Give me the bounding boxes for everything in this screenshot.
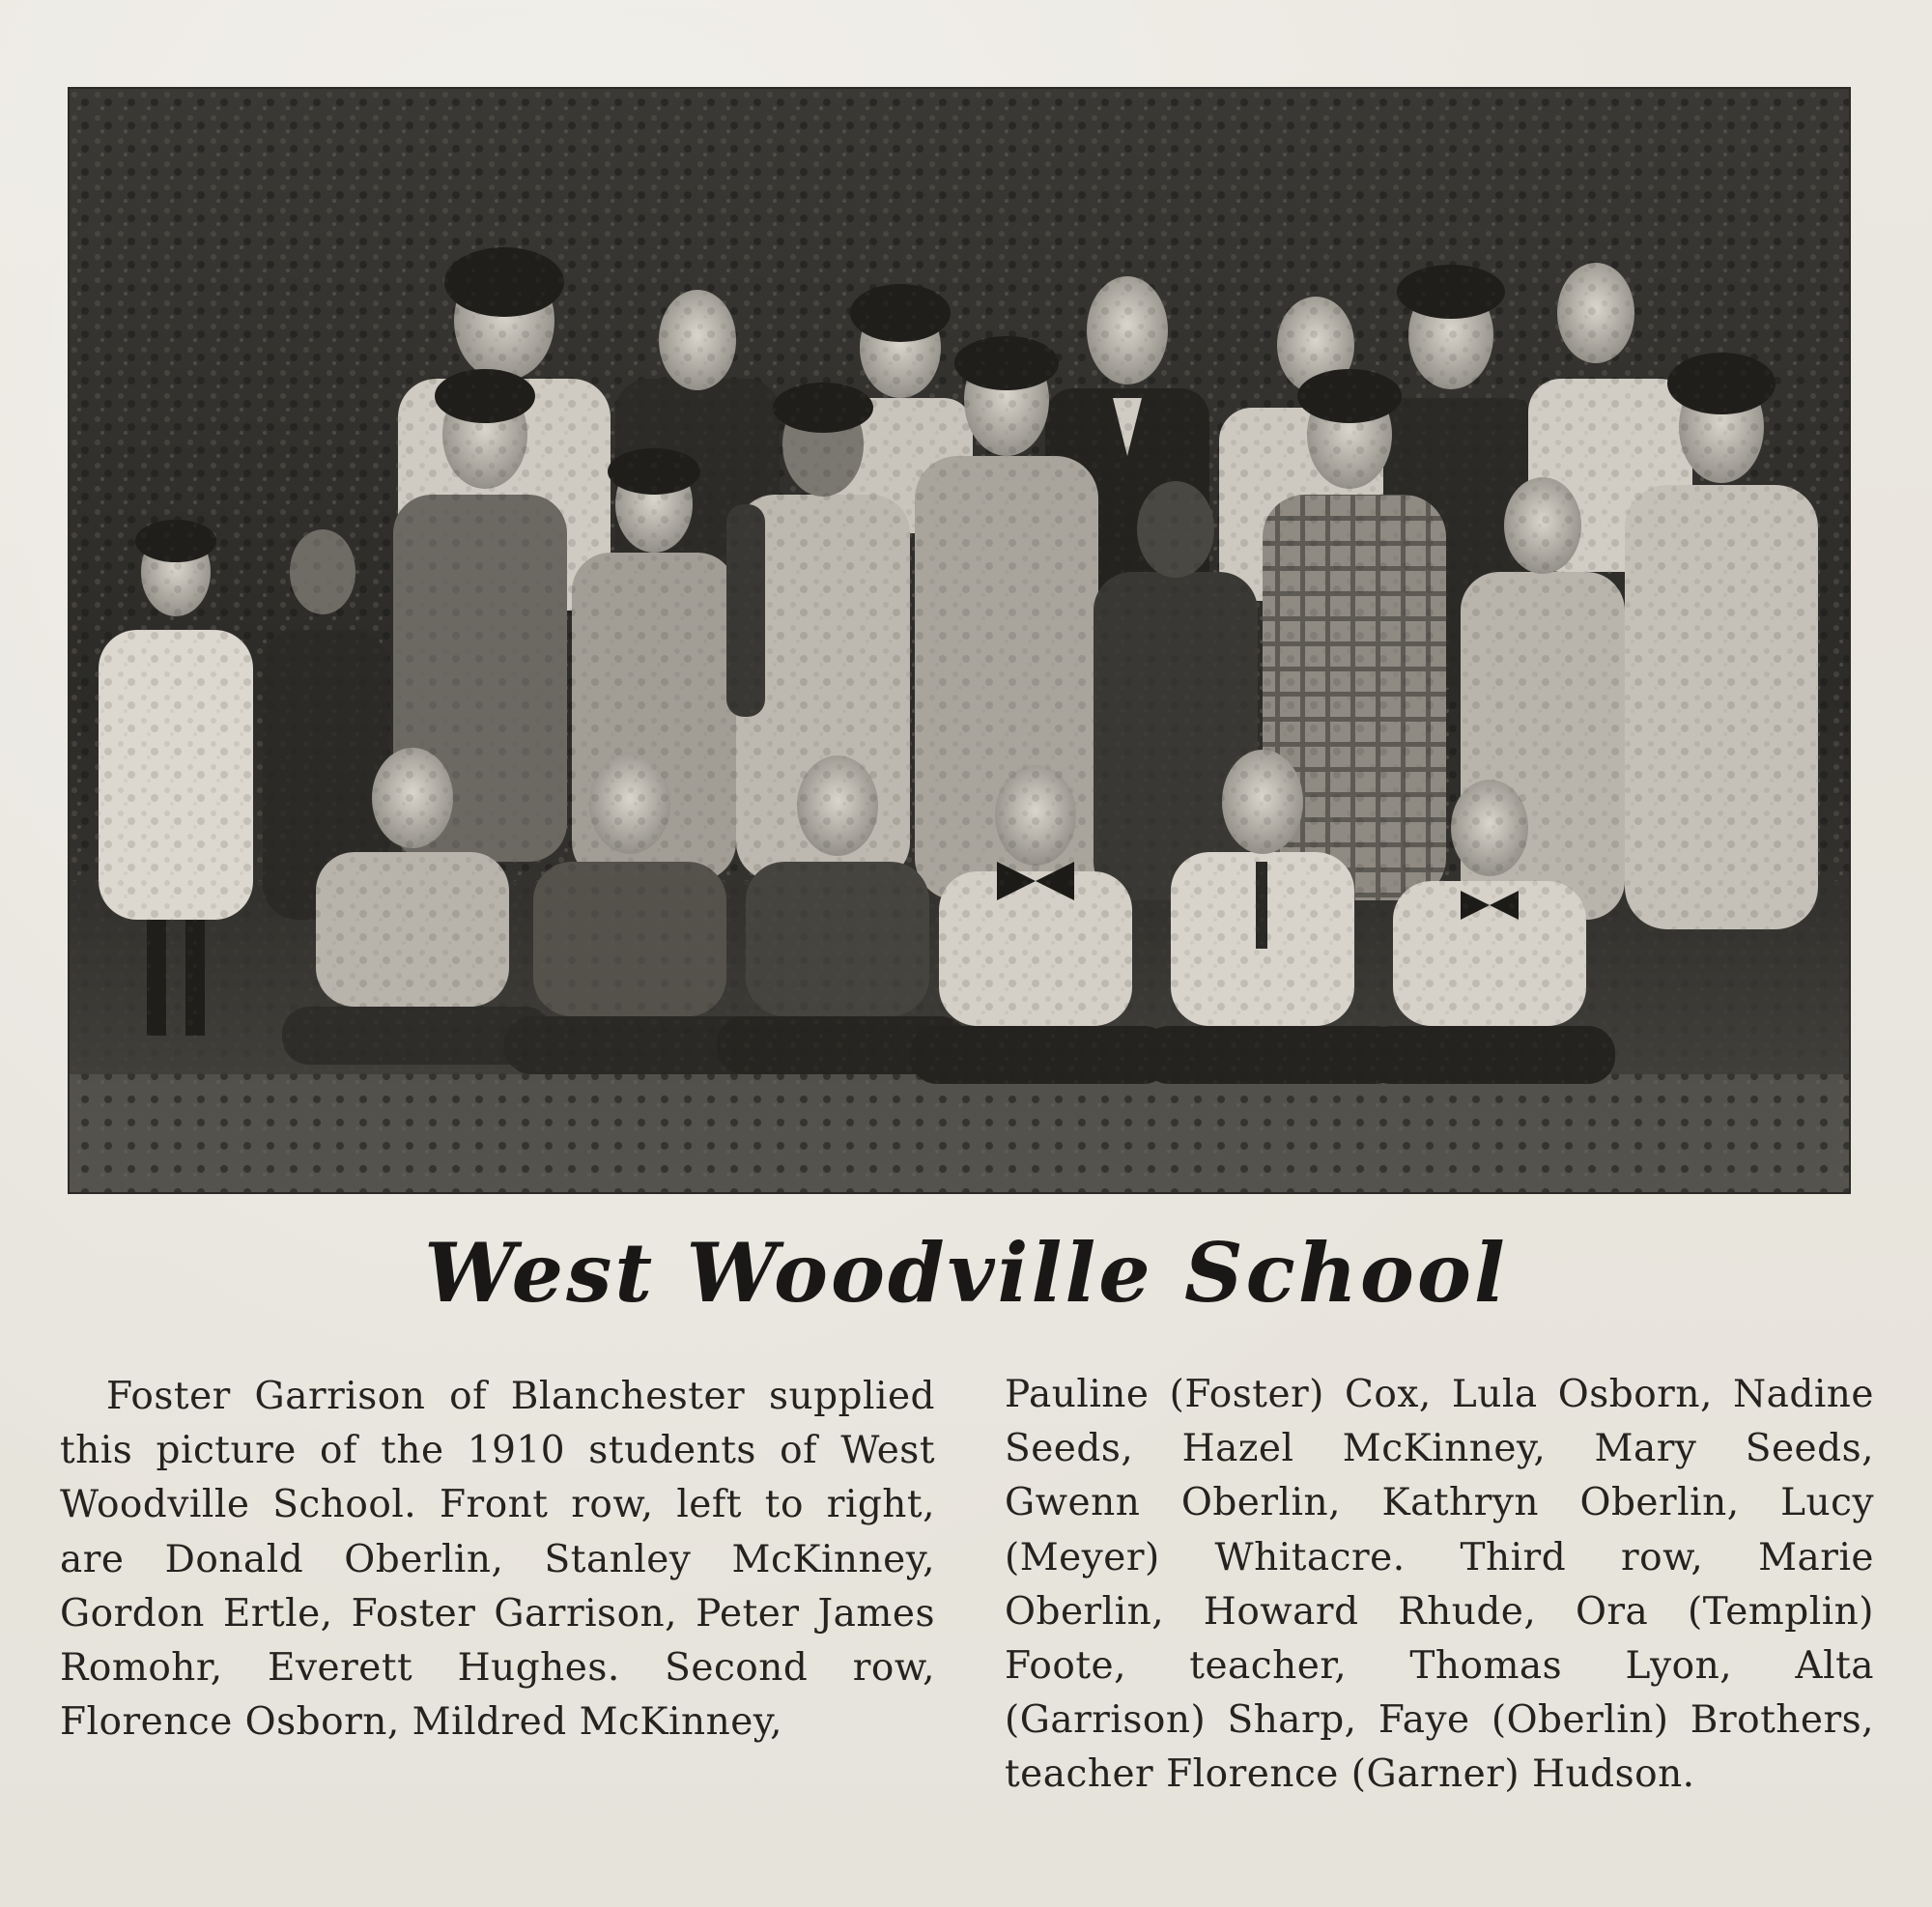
caption-left-column: Foster Garrison of Blanchester supplied this picture of the 1910 students of West Woodville School. Front row, left to right, are Donald Oberlin, Stanley McKinney, Gordon Ertle, Foster Garrison, Peter James Romohr, Everett Hughes. Second row, Florence Osborn, Mildred McKinney, — [60, 1375, 935, 1745]
headline: West Woodville School — [424, 1225, 1508, 1321]
class-photo — [70, 89, 1849, 1192]
caption-right-column: Pauline (Foster) Cox, Lula Osborn, Nadine Seeds, Hazel McKinney, Mary Seeds, Gwenn Oberlin, Kathryn Oberlin, Lucy (Meyer) Whitacre. Third row, Marie Oberlin, Howard Rhude, Ora (Templin) Foote, teacher, Thomas Lyon, Alta (Garrison) Sharp, Faye (Oberlin) Brothers, teacher Florence (Garner) Hudson. — [1005, 1373, 1874, 1797]
class-photo-illustration — [70, 89, 1849, 1192]
